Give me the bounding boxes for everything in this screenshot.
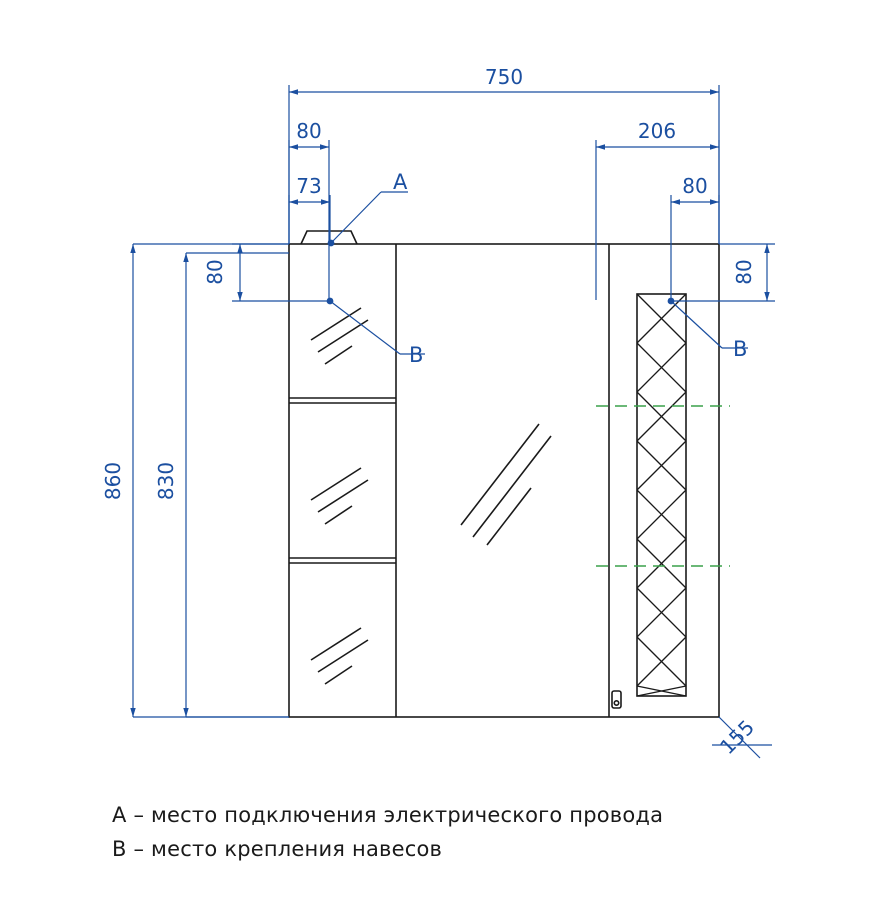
dim-total-height-860: 860 bbox=[101, 461, 125, 501]
dim-total-width: 750 bbox=[484, 65, 524, 89]
lattice-panel bbox=[637, 294, 686, 696]
dim-depth-155: 155 bbox=[715, 715, 760, 760]
marker-label-b-right: B bbox=[733, 337, 748, 361]
cabinet-outline bbox=[289, 231, 719, 717]
center-lines bbox=[596, 406, 730, 566]
marker-label-a: A bbox=[393, 170, 408, 194]
legend-line-a: A – место подключения электрического провода bbox=[112, 803, 664, 827]
dim-vertical-right-80: 80 bbox=[732, 259, 756, 285]
dim-vertical-left-80: 80 bbox=[203, 259, 227, 285]
dim-right-offset-80: 80 bbox=[682, 174, 708, 198]
legend bbox=[112, 798, 852, 866]
dim-left-offset-80: 80 bbox=[296, 119, 322, 143]
glass-reflections bbox=[311, 308, 551, 684]
dim-right-offset-206: 206 bbox=[637, 119, 677, 143]
dim-inner-height-830: 830 bbox=[154, 461, 178, 501]
marker-label-b-left: B bbox=[409, 343, 424, 367]
legend-line-b: B – место крепления навесов bbox=[112, 837, 443, 861]
callout-leaders bbox=[327, 192, 748, 354]
dim-left-offset-73: 73 bbox=[296, 174, 322, 198]
dimension-lines bbox=[133, 85, 775, 758]
